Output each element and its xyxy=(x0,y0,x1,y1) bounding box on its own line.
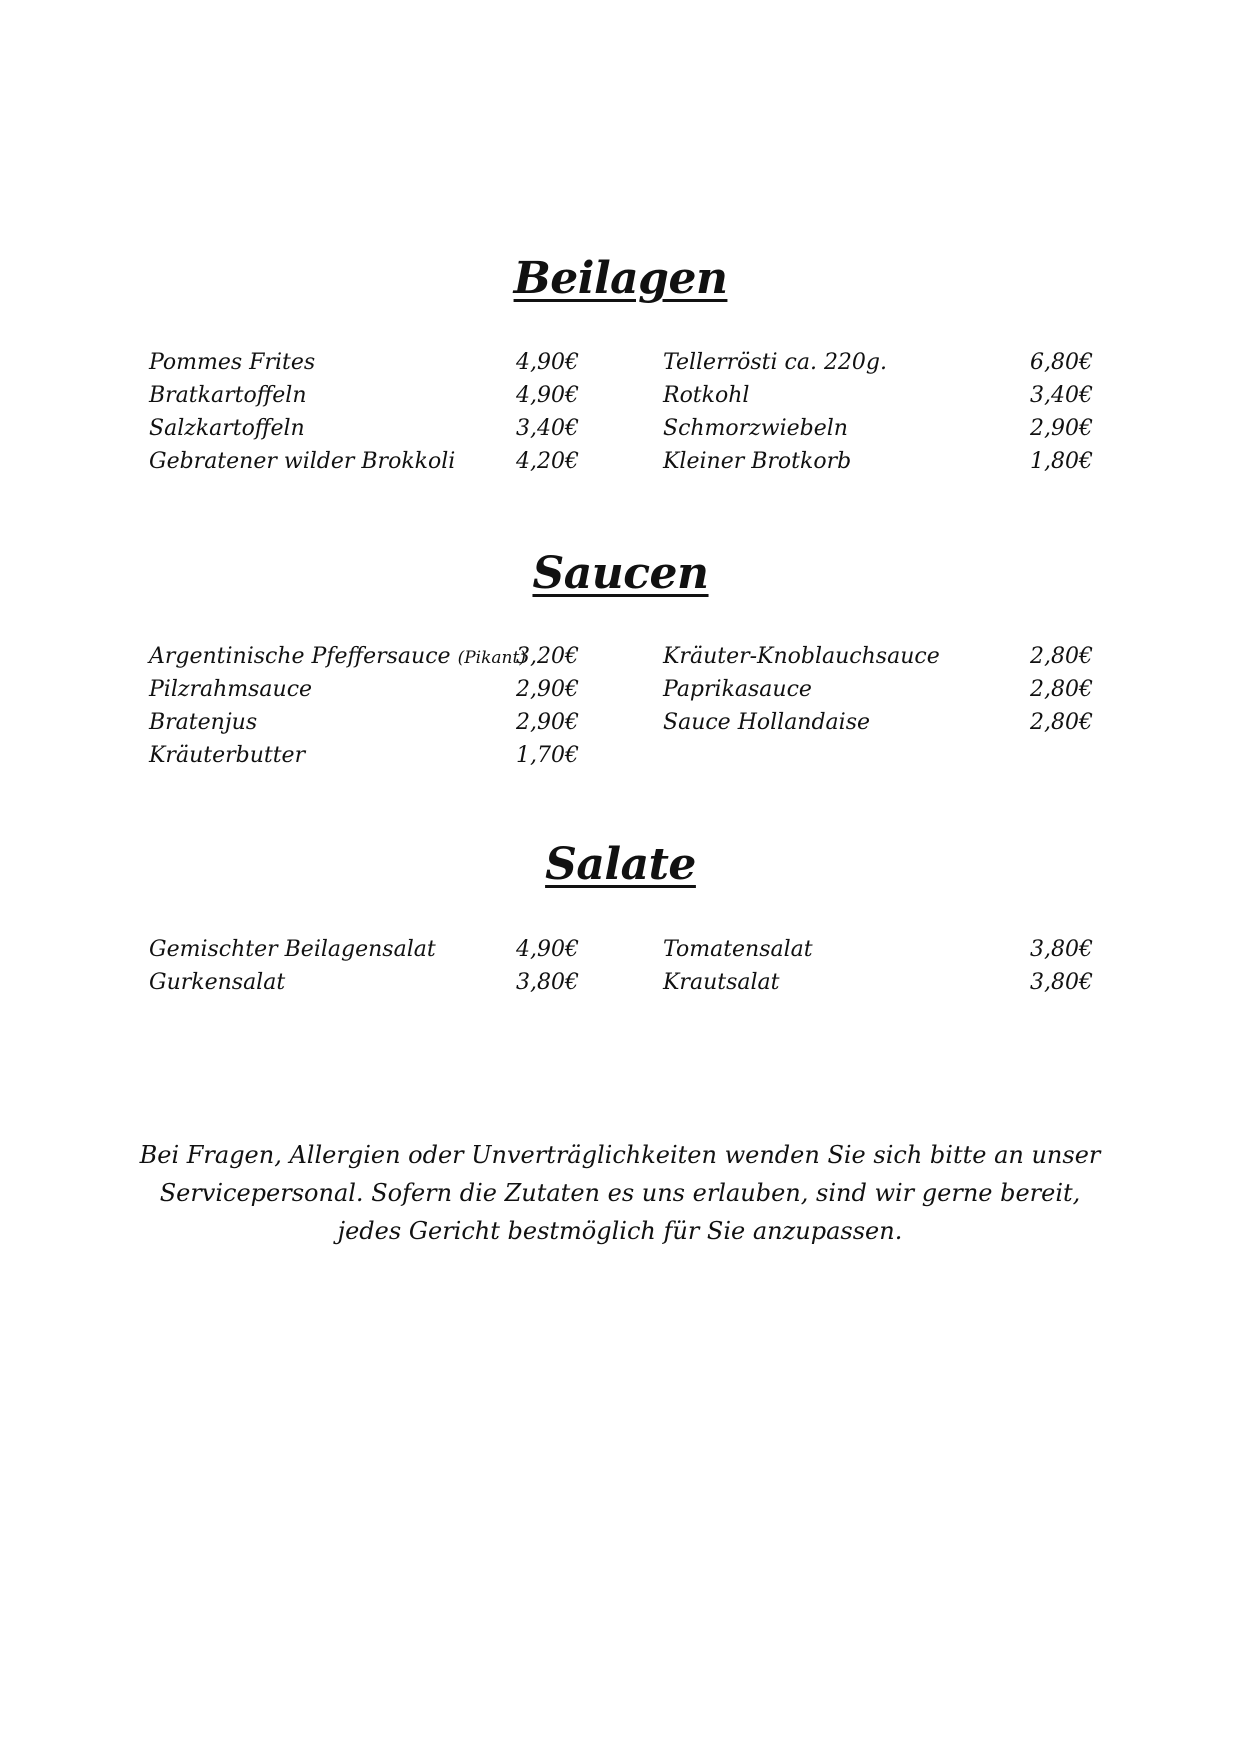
item-price: 2,90€ xyxy=(516,677,579,702)
item-name: Rotkohl xyxy=(663,383,750,408)
beilagen-left-column xyxy=(149,346,579,478)
beilagen-right-column xyxy=(663,346,1093,478)
item-name: Paprikasauce xyxy=(663,677,812,702)
item-price: 2,90€ xyxy=(516,710,579,735)
item-name: Kräuter-Knoblauchsauce xyxy=(663,644,940,669)
menu-item xyxy=(663,346,1093,379)
menu-item xyxy=(149,412,579,445)
saucen-left-column xyxy=(149,640,579,772)
item-price: 6,80€ xyxy=(1030,350,1093,375)
item-price: 3,80€ xyxy=(1030,937,1093,962)
item-price: 4,90€ xyxy=(516,350,579,375)
menu-item xyxy=(149,445,579,478)
item-name: Krautsalat xyxy=(663,970,780,995)
item-name: Salzkartoffeln xyxy=(149,416,305,441)
item-name: Bratenjus xyxy=(149,710,258,735)
menu-item xyxy=(149,346,579,379)
menu-item xyxy=(663,933,1093,966)
item-price: 4,20€ xyxy=(516,449,579,474)
menu-item xyxy=(149,640,579,673)
notice-line-1: Bei Fragen, Allergien oder Unverträglichkeiten wenden Sie sich bitte an unser xyxy=(139,1141,1101,1169)
item-price: 3,80€ xyxy=(1030,970,1093,995)
item-name: Pilzrahmsauce xyxy=(149,677,313,702)
item-price: 3,80€ xyxy=(516,970,579,995)
menu-item xyxy=(149,739,579,772)
menu-item xyxy=(663,379,1093,412)
menu-item xyxy=(149,673,579,706)
item-price: 4,90€ xyxy=(516,937,579,962)
item-name: Gurkensalat xyxy=(149,970,286,995)
notice-line-3: jedes Gericht bestmöglich für Sie anzupassen. xyxy=(337,1217,903,1245)
item-price: 2,90€ xyxy=(1030,416,1093,441)
allergy-notice xyxy=(120,1136,1120,1250)
menu-item xyxy=(149,706,579,739)
item-name: Argentinische Pfeffersauce xyxy=(149,644,451,669)
section-title-beilagen: Beilagen xyxy=(513,253,728,304)
item-price: 1,80€ xyxy=(1030,449,1093,474)
item-name: Pommes Frites xyxy=(149,350,316,375)
menu-item xyxy=(149,966,579,999)
notice-line-2: Servicepersonal. Sofern die Zutaten es uns erlauben, sind wir gerne bereit, xyxy=(159,1179,1081,1207)
saucen-right-column xyxy=(663,640,1093,739)
menu-item xyxy=(663,412,1093,445)
item-name: Gemischter Beilagensalat xyxy=(149,937,436,962)
menu-item xyxy=(663,445,1093,478)
menu-item xyxy=(663,640,1093,673)
item-name: Kleiner Brotkorb xyxy=(663,449,852,474)
item-note: (Pikant) xyxy=(457,648,526,668)
section-title-saucen: Saucen xyxy=(532,548,709,599)
item-name: Kräuterbutter xyxy=(149,743,306,768)
menu-item xyxy=(663,706,1093,739)
item-name-with-note xyxy=(149,640,526,675)
item-price: 1,70€ xyxy=(516,743,579,768)
item-price: 3,40€ xyxy=(1030,383,1093,408)
menu-item xyxy=(149,379,579,412)
item-price: 4,90€ xyxy=(516,383,579,408)
section-title-salate: Salate xyxy=(545,839,696,890)
salate-left-column xyxy=(149,933,579,999)
item-price: 2,80€ xyxy=(1030,644,1093,669)
menu-item xyxy=(149,933,579,966)
item-name: Gebratener wilder Brokkoli xyxy=(149,449,456,474)
item-price: 2,80€ xyxy=(1030,710,1093,735)
menu-item xyxy=(663,673,1093,706)
item-name: Bratkartoffeln xyxy=(149,383,307,408)
item-name: Tellerrösti ca. 220g. xyxy=(663,350,888,375)
item-price: 3,20€ xyxy=(516,644,579,669)
item-price: 3,40€ xyxy=(516,416,579,441)
item-price: 2,80€ xyxy=(1030,677,1093,702)
menu-item xyxy=(663,966,1093,999)
salate-right-column xyxy=(663,933,1093,999)
item-name: Tomatensalat xyxy=(663,937,813,962)
item-name: Schmorzwiebeln xyxy=(663,416,848,441)
item-name: Sauce Hollandaise xyxy=(663,710,871,735)
